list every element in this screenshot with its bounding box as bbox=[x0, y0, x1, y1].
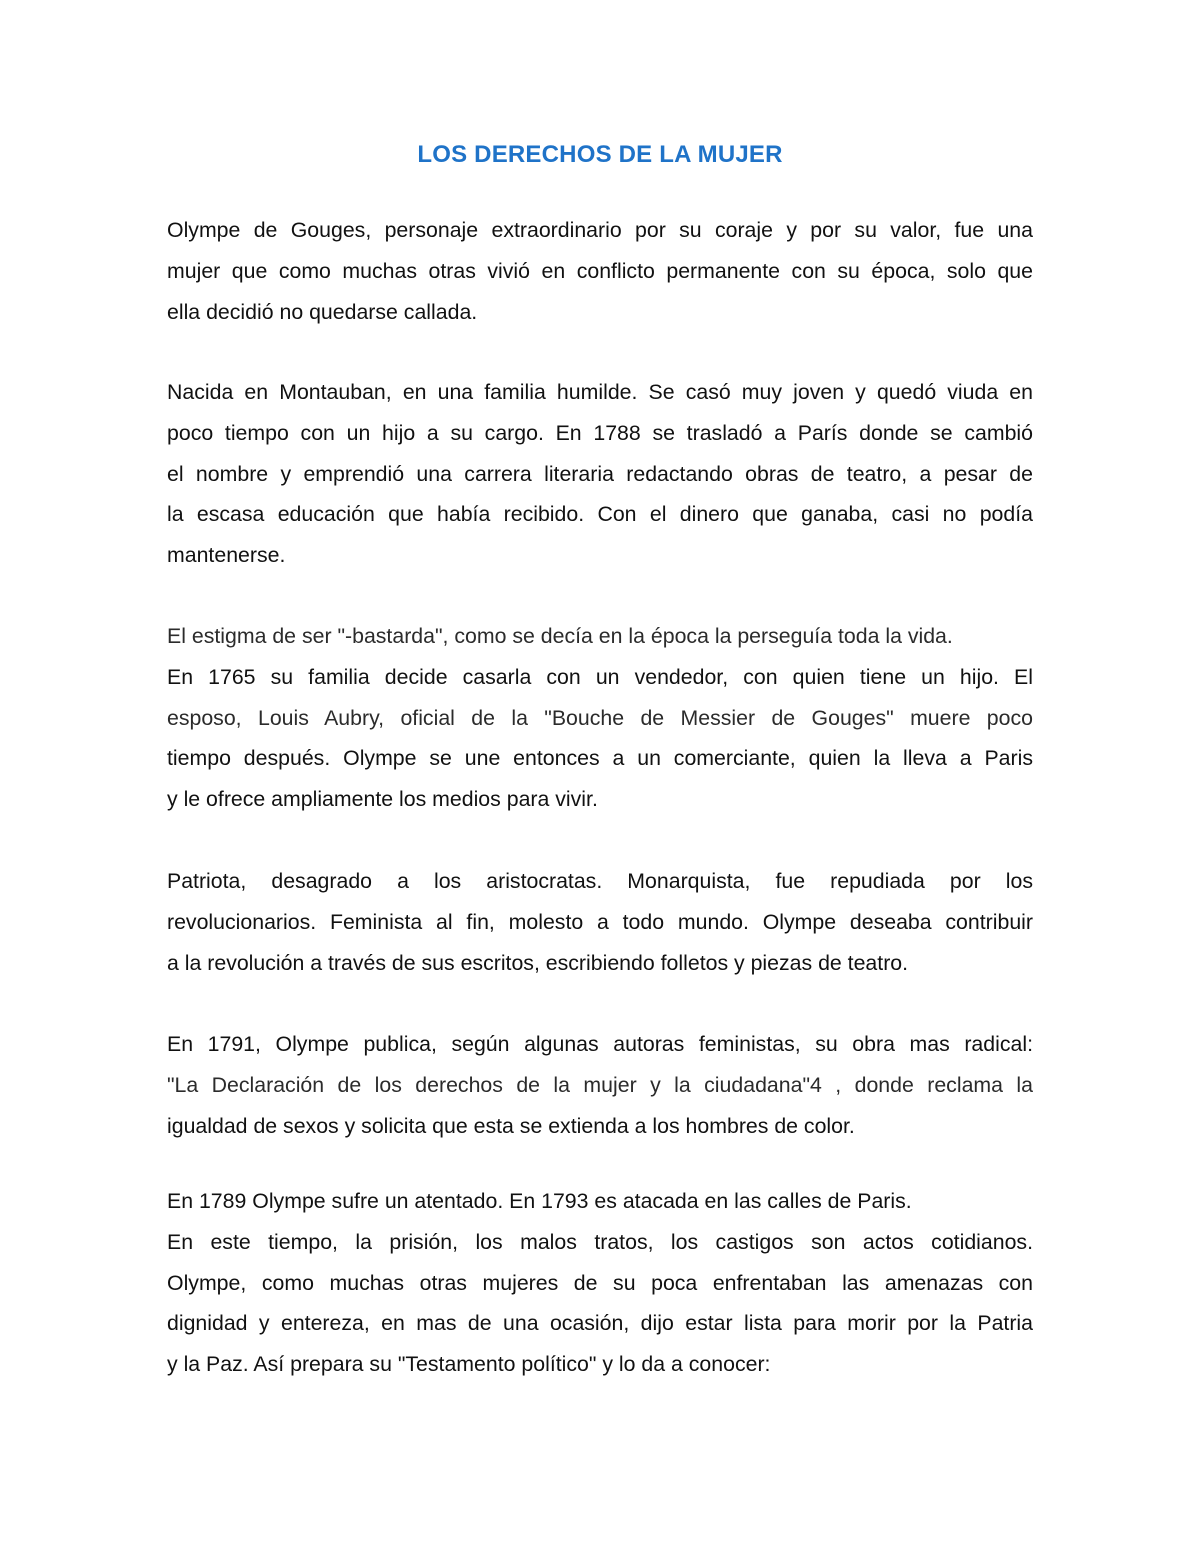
paragraph-line: y le ofrece ampliamente los medios para vivir. bbox=[167, 787, 598, 812]
paragraph-line: a la revolución a través de sus escritos, escribiendo folletos y piezas de teatro. bbox=[167, 950, 909, 975]
paragraph-line: En 1789 Olympe sufre un atentado. En 1793 es atacada en las calles de Paris. bbox=[167, 1189, 912, 1213]
paragraph-line: El estigma de ser "-bastarda", como se decía en la época la perseguía toda la vida. bbox=[167, 624, 953, 648]
paragraph-line: esposo, Louis Aubry, oficial de la "Bouche de Messier de Gouges" muere poco bbox=[167, 705, 1033, 730]
paragraph-line: Olympe de Gouges, personaje extraordinario por su coraje y por su valor, fue una bbox=[167, 218, 1033, 242]
paragraph-line: y la Paz. Así prepara su "Testamento político" y lo da a conocer: bbox=[167, 1352, 771, 1377]
paragraph-line: mantenerse. bbox=[167, 543, 286, 568]
paragraph-4 bbox=[167, 861, 1033, 983]
paragraph-1 bbox=[167, 210, 1033, 332]
paragraph-line: En este tiempo, la prisión, los malos tratos, los castigos son actos cotidianos. bbox=[167, 1229, 1033, 1254]
paragraph-5 bbox=[167, 1024, 1033, 1146]
paragraph-line: igualdad de sexos y solicita que esta se extienda a los hombres de color. bbox=[167, 1113, 855, 1138]
paragraph-line: dignidad y entereza, en mas de una ocasión, dijo estar lista para morir por la Patria bbox=[167, 1311, 1033, 1336]
paragraph-2 bbox=[167, 372, 1033, 576]
paragraph-line: Nacida en Montauban, en una familia humilde. Se casó muy joven y quedó viuda en bbox=[167, 380, 1033, 404]
document-title: LOS DERECHOS DE LA MUJER bbox=[417, 141, 783, 168]
paragraph-line: Olympe, como muchas otras mujeres de su poca enfrentaban las amenazas con bbox=[167, 1270, 1033, 1295]
paragraph-line: ella decidió no quedarse callada. bbox=[167, 299, 478, 324]
paragraph-line: En 1791, Olympe publica, según algunas autoras feministas, su obra mas radical: bbox=[167, 1032, 1033, 1056]
paragraph-line: revolucionarios. Feminista al fin, molesto a todo mundo. Olympe deseaba contribuir bbox=[167, 909, 1033, 934]
paragraph-6 bbox=[167, 1181, 1033, 1385]
paragraph-line: "La Declaración de los derechos de la mujer y la ciudadana"4 , donde reclama la bbox=[167, 1072, 1033, 1097]
paragraph-line: mujer que como muchas otras vivió en conflicto permanente con su época, solo que bbox=[167, 258, 1033, 283]
paragraph-line: Patriota, desagrado a los aristocratas. Monarquista, fue repudiada por los bbox=[167, 869, 1033, 893]
paragraph-3 bbox=[167, 616, 1033, 820]
paragraph-line: el nombre y emprendió una carrera literaria redactando obras de teatro, a pesar de bbox=[167, 461, 1033, 486]
paragraph-line: la escasa educación que había recibido. Con el dinero que ganaba, casi no podía bbox=[167, 502, 1033, 527]
paragraph-line: En 1765 su familia decide casarla con un vendedor, con quien tiene un hijo. El bbox=[167, 664, 1033, 689]
paragraph-line: tiempo después. Olympe se une entonces a un comerciante, quien la lleva a Paris bbox=[167, 746, 1033, 771]
paragraph-line: poco tiempo con un hijo a su cargo. En 1788 se trasladó a París donde se cambió bbox=[167, 420, 1033, 445]
